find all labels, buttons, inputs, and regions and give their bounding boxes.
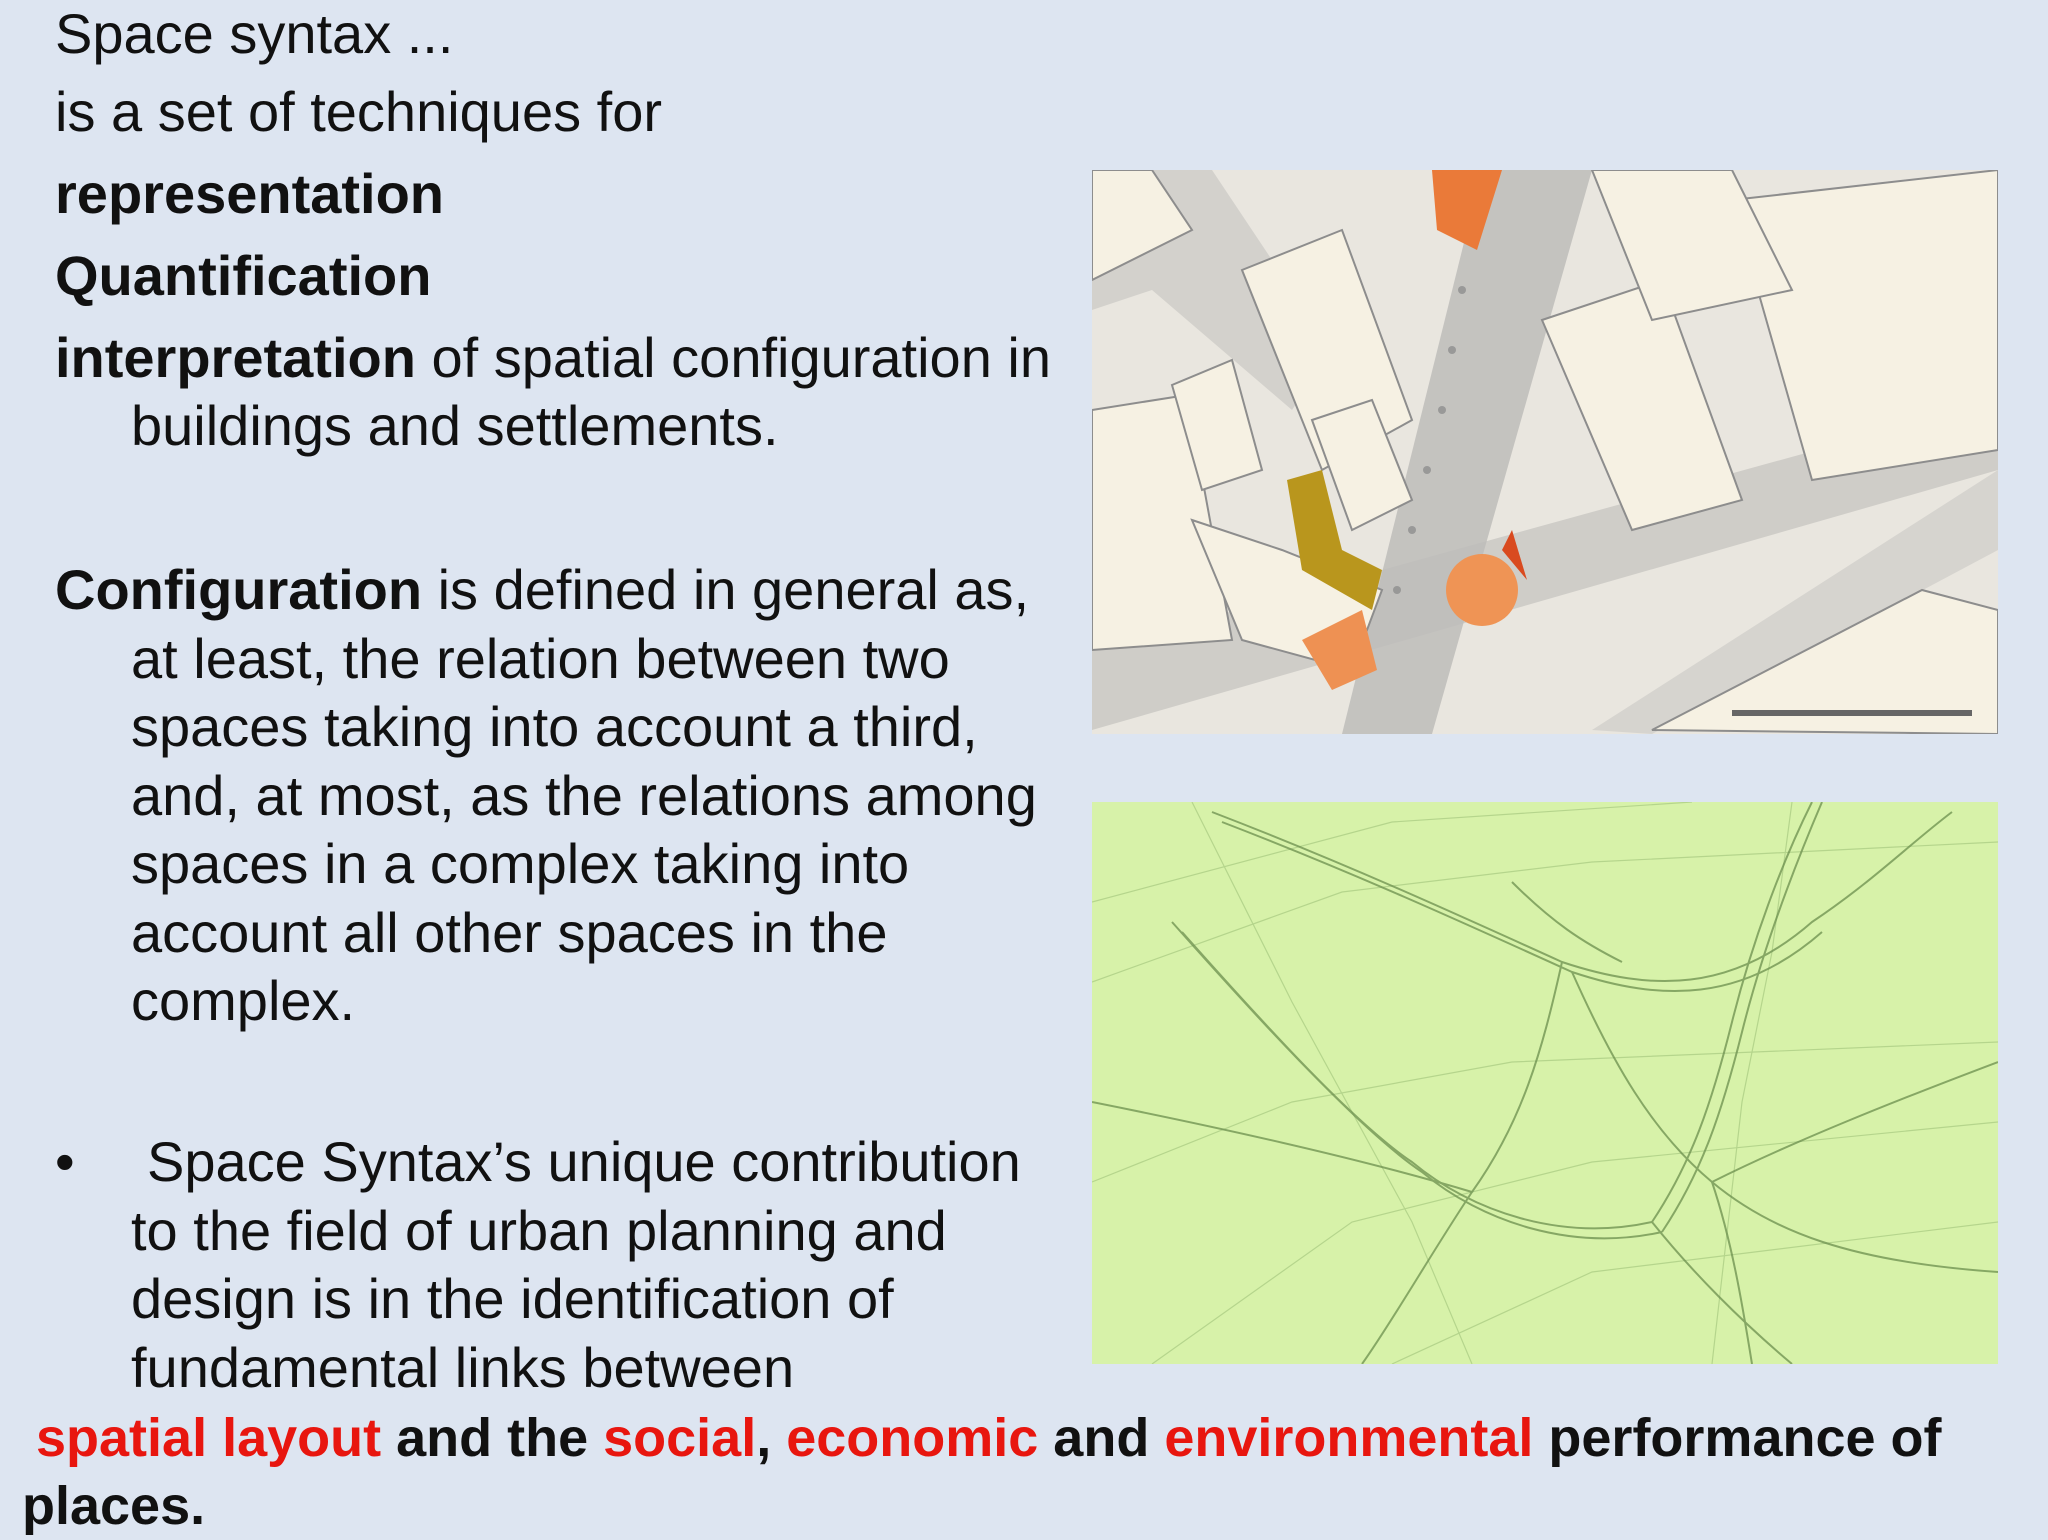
conclusion-line-2: places.: [22, 1476, 206, 1536]
configuration-line-6: account all other spaces in the: [131, 900, 888, 964]
configuration-line-5: spaces in a complex taking into: [131, 832, 910, 895]
configuration-line-1: [55, 556, 1037, 625]
intro-line-2: is a set of techniques for: [55, 80, 663, 143]
highlight-social: social: [603, 1408, 757, 1468]
configuration-line-4: and, at most, as the relations among: [131, 763, 1037, 827]
term-interpretation: interpretation: [55, 326, 416, 389]
highlight-environmental: environmental: [1164, 1408, 1534, 1468]
conclusion-text-4: performance of: [1533, 1408, 1942, 1468]
highlight-economic: economic: [786, 1408, 1039, 1468]
configuration-line-2: at least, the relation between two: [131, 626, 950, 690]
site-plan-drawing: [1092, 170, 1998, 734]
contribution-line-1: Space Syntax’s unique contribution: [147, 1130, 1021, 1193]
contribution-line-2: to the field of urban planning and: [131, 1198, 947, 1262]
contribution-paragraph: [131, 1128, 1021, 1402]
term-configuration: Configuration: [55, 558, 423, 621]
conclusion-text-1: and the: [381, 1408, 604, 1468]
interpretation-text: of spatial configuration in: [415, 326, 1051, 389]
configuration-paragraph: [55, 556, 1037, 1036]
configuration-text-1: is defined in general as,: [422, 558, 1030, 621]
contribution-line-3: design is in the identification of: [131, 1267, 894, 1330]
site-plan-map: [1092, 170, 1998, 734]
conclusion-line: [36, 1404, 1942, 1472]
movement-trace-drawing: [1092, 802, 1998, 1364]
term-representation: representation: [55, 162, 444, 225]
interpretation-line: [55, 324, 1051, 392]
movement-trace-map: [1092, 802, 1998, 1364]
intro-line-1: Space syntax ...: [55, 2, 454, 65]
configuration-line-7: complex.: [131, 969, 356, 1032]
highlight-spatial-layout: spatial layout: [36, 1408, 382, 1468]
term-quantification: Quantification: [55, 244, 432, 307]
contribution-line-4: fundamental links between: [131, 1335, 795, 1399]
configuration-line-3: spaces taking into account a third,: [131, 695, 978, 758]
conclusion-text-3: and: [1038, 1408, 1165, 1468]
conclusion-text-2: ,: [756, 1408, 787, 1468]
interpretation-continuation: buildings and settlements.: [131, 394, 779, 457]
bullet-marker: •: [55, 1130, 75, 1193]
